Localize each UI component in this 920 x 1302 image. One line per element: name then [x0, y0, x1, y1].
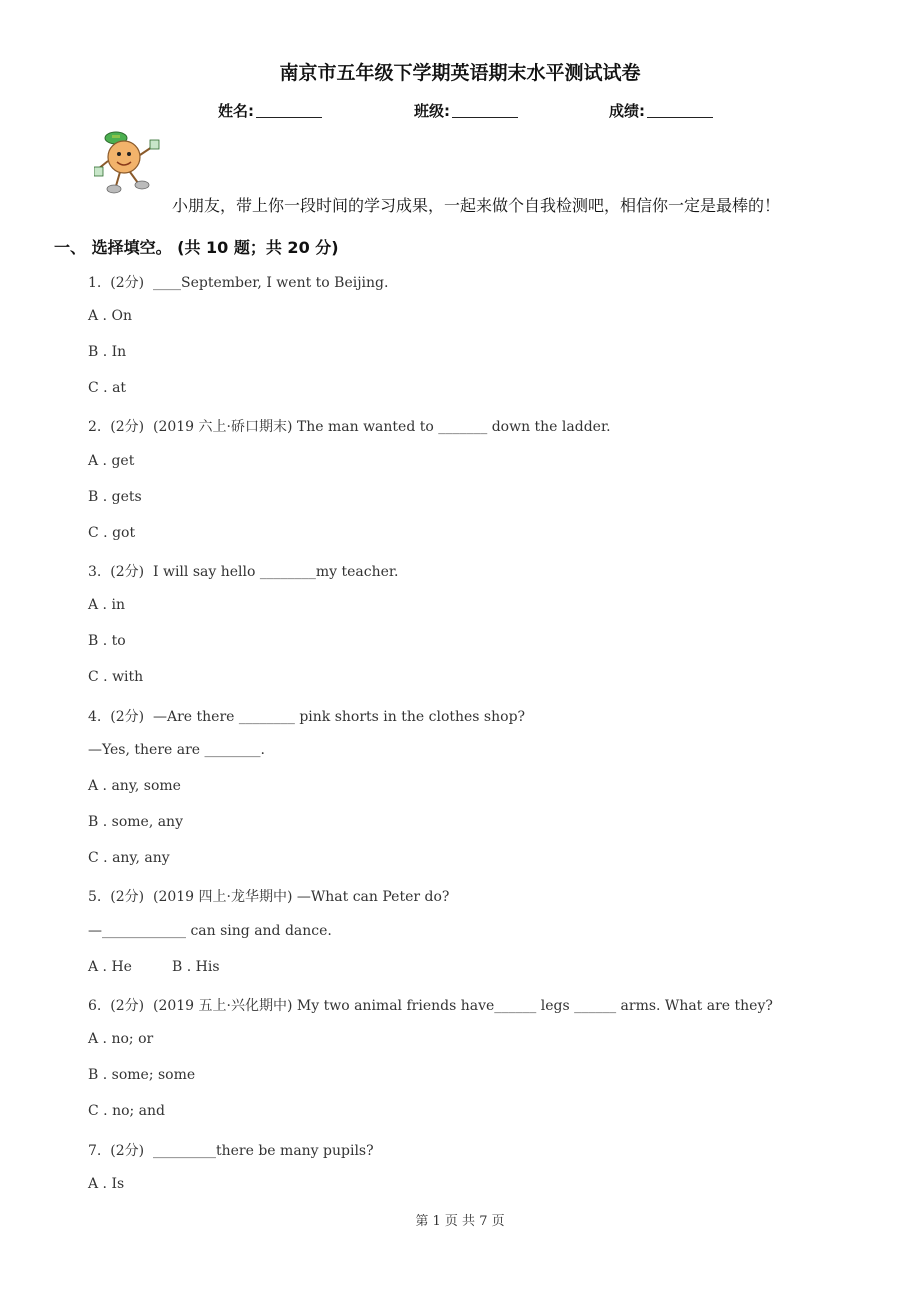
question-line: C . with — [88, 669, 144, 685]
question-line: 7. (2分) _________there be many pupils? — [88, 1143, 374, 1159]
question-line: C . any, any — [88, 850, 170, 866]
question-line: A . in — [88, 597, 125, 613]
cartoon-boy-icon — [94, 131, 166, 197]
question-line: C . no; and — [88, 1103, 165, 1119]
question-line: B . to — [88, 633, 126, 649]
question-line: 6. (2分) (2019 五上·兴化期中) My two animal friends have______ legs ______ arms. What are they? — [88, 998, 773, 1014]
question-line: B . some, any — [88, 814, 183, 830]
question-line: A . Is — [88, 1176, 125, 1192]
question-line: A . On — [88, 308, 132, 324]
section-heading: 一、 选择填空。 (共 10 题；共 20 分) — [54, 238, 339, 257]
score-label: 成绩: — [609, 102, 645, 120]
class-label: 班级: — [414, 102, 450, 120]
name-label: 姓名: — [218, 102, 254, 120]
name-blank — [256, 103, 322, 118]
question-line: C . at — [88, 380, 127, 396]
question-line: 1. (2分) ____September, I went to Beijing. — [88, 275, 389, 291]
question-line: A . He B . His — [88, 959, 220, 975]
name-field — [218, 100, 322, 121]
question-line: C . got — [88, 525, 136, 541]
encourage-text: 小朋友，带上你一段时间的学习成果，一起来做个自我检测吧，相信你一定是最棒的！ — [172, 196, 781, 215]
question-line: A . no; or — [88, 1031, 154, 1047]
question-line: A . any, some — [88, 778, 181, 794]
question-line: —Yes, there are ________. — [88, 742, 265, 758]
question-line: 2. (2分) (2019 六上·硚口期末) The man wanted to _______ down the ladder. — [88, 419, 611, 435]
class-field — [414, 100, 518, 121]
class-blank — [452, 103, 518, 118]
page-title: 南京市五年级下学期英语期末水平测试试卷 — [279, 62, 641, 84]
question-line: B . gets — [88, 489, 142, 505]
question-line: 3. (2分) I will say hello ________my teacher. — [88, 564, 399, 580]
page-footer: 第 1 页 共 7 页 — [415, 1214, 505, 1229]
question-line: 5. (2分) (2019 四上·龙华期中) —What can Peter do? — [88, 889, 450, 905]
question-line: 4. (2分) —Are there ________ pink shorts in the clothes shop? — [88, 709, 526, 725]
question-line: A . get — [88, 453, 135, 469]
score-field — [609, 100, 713, 121]
question-line: —____________ can sing and dance. — [88, 923, 332, 939]
question-line: B . some; some — [88, 1067, 196, 1083]
score-blank — [647, 103, 713, 118]
question-line: B . In — [88, 344, 127, 360]
